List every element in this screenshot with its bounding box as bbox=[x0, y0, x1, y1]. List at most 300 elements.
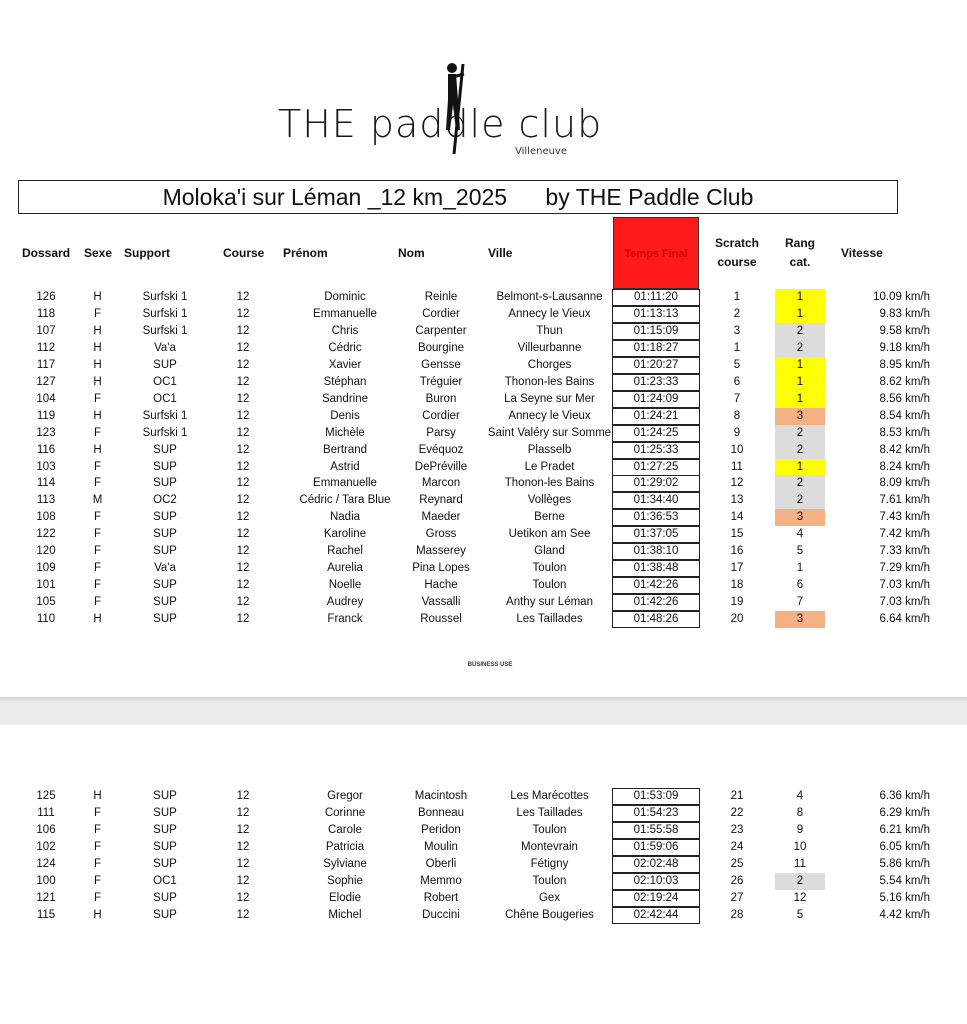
table-row bbox=[0, 391, 967, 408]
cell-vitesse: 8.56 km/h bbox=[879, 392, 930, 405]
cell-temps: 01:11:20 bbox=[612, 289, 700, 306]
header-scratch-line1: Scratch bbox=[714, 236, 760, 250]
cell-course: 12 bbox=[236, 307, 250, 320]
cell-scratch: 1 bbox=[733, 291, 741, 303]
cell-course: 12 bbox=[236, 341, 250, 354]
cell-scratch: 10 bbox=[730, 443, 744, 456]
cell-sexe: M bbox=[92, 494, 103, 507]
cell-dossard: 109 bbox=[36, 562, 56, 575]
cell-support: OC2 bbox=[153, 494, 177, 507]
cell-support: SUP bbox=[153, 596, 177, 609]
cell-rang: 1 bbox=[775, 391, 825, 408]
cell-scratch: 6 bbox=[733, 375, 741, 388]
cell-sexe: F bbox=[93, 857, 102, 870]
cell-prenom: Franck bbox=[327, 613, 363, 626]
cell-course: 12 bbox=[236, 545, 250, 558]
cell-temps: 01:36:53 bbox=[612, 509, 700, 526]
cell-course: 12 bbox=[236, 579, 250, 592]
cell-temps: 01:55:58 bbox=[612, 822, 700, 839]
cell-vitesse: 6.29 km/h bbox=[879, 806, 930, 819]
cell-nom: Duccini bbox=[422, 908, 460, 921]
cell-temps: 02:42:44 bbox=[612, 907, 700, 924]
cell-dossard: 107 bbox=[36, 324, 56, 337]
cell-scratch: 22 bbox=[730, 806, 744, 819]
cell-rang: 10 bbox=[793, 840, 807, 853]
cell-vitesse: 8.62 km/h bbox=[879, 375, 930, 388]
cell-support: SUP bbox=[153, 891, 177, 904]
cell-ville: Les Taillades bbox=[516, 806, 583, 819]
cell-vitesse: 8.09 km/h bbox=[879, 477, 930, 490]
cell-sexe: F bbox=[93, 511, 102, 524]
cell-prenom: Denis bbox=[330, 409, 360, 422]
cell-prenom: Nadia bbox=[329, 511, 361, 524]
cell-course: 12 bbox=[236, 823, 250, 836]
cell-rang: 1 bbox=[775, 459, 825, 476]
cell-prenom: Xavier bbox=[328, 358, 362, 371]
cell-vitesse: 8.54 km/h bbox=[879, 409, 930, 422]
cell-temps: 01:38:48 bbox=[612, 560, 700, 577]
cell-ville: Toulon bbox=[532, 823, 567, 836]
cell-sexe: H bbox=[93, 324, 102, 337]
cell-dossard: 115 bbox=[36, 908, 56, 921]
cell-ville: Toulon bbox=[532, 874, 567, 887]
cell-prenom: Dominic bbox=[324, 291, 366, 303]
cell-nom: Bourgine bbox=[417, 341, 465, 354]
cell-scratch: 3 bbox=[733, 324, 741, 337]
cell-dossard: 106 bbox=[36, 823, 56, 836]
cell-rang: 2 bbox=[775, 475, 825, 492]
cell-vitesse: 5.16 km/h bbox=[879, 891, 930, 904]
cell-support: SUP bbox=[153, 857, 177, 870]
cell-scratch: 7 bbox=[733, 392, 741, 405]
cell-prenom: Gregor bbox=[327, 790, 363, 802]
cell-temps: 01:42:26 bbox=[612, 577, 700, 594]
cell-support: OC1 bbox=[153, 392, 177, 405]
cell-course: 12 bbox=[236, 874, 250, 887]
cell-course: 12 bbox=[236, 790, 250, 802]
cell-nom: Buron bbox=[425, 392, 457, 405]
cell-dossard: 121 bbox=[36, 891, 56, 904]
cell-rang: 2 bbox=[775, 323, 825, 340]
cell-vitesse: 10.09 km/h bbox=[873, 291, 930, 303]
cell-sexe: H bbox=[93, 358, 102, 371]
cell-vitesse: 7.03 km/h bbox=[879, 596, 930, 609]
cell-nom: Hache bbox=[424, 579, 458, 592]
cell-rang: 1 bbox=[775, 306, 825, 323]
cell-sexe: H bbox=[93, 908, 102, 921]
table-row bbox=[0, 822, 967, 839]
cell-nom: Macintosh bbox=[414, 790, 468, 802]
cell-support: SUP bbox=[153, 823, 177, 836]
cell-dossard: 122 bbox=[36, 528, 56, 541]
cell-dossard: 118 bbox=[36, 307, 56, 320]
table-row bbox=[0, 839, 967, 856]
cell-vitesse: 9.18 km/h bbox=[879, 341, 930, 354]
cell-ville: Anthy sur Léman bbox=[506, 596, 593, 609]
cell-rang: 5 bbox=[796, 545, 804, 558]
cell-prenom: Astrid bbox=[330, 460, 360, 473]
cell-scratch: 21 bbox=[730, 790, 744, 802]
cell-ville: Belmont-s-Lausanne bbox=[496, 291, 603, 303]
cell-rang: 2 bbox=[775, 492, 825, 509]
cell-rang: 3 bbox=[775, 611, 825, 628]
cell-temps: 01:59:06 bbox=[612, 839, 700, 856]
cell-nom: Oberli bbox=[425, 857, 457, 870]
cell-prenom: Karoline bbox=[323, 528, 367, 541]
cell-sexe: F bbox=[93, 840, 102, 853]
cell-vitesse: 8.53 km/h bbox=[879, 426, 930, 439]
cell-temps: 01:15:09 bbox=[612, 323, 700, 340]
cell-temps: 01:25:33 bbox=[612, 442, 700, 459]
cell-ville: Les Marécottes bbox=[510, 790, 589, 802]
cell-temps: 01:20:27 bbox=[612, 357, 700, 374]
cell-prenom: Bertrand bbox=[322, 443, 368, 456]
cell-temps: 01:29:02 bbox=[612, 475, 700, 492]
cell-nom: DePréville bbox=[414, 460, 468, 473]
cell-prenom: Patricia bbox=[325, 840, 365, 853]
cell-sexe: F bbox=[93, 562, 102, 575]
cell-dossard: 102 bbox=[36, 840, 56, 853]
cell-course: 12 bbox=[236, 806, 250, 819]
cell-ville: Vollèges bbox=[527, 494, 572, 507]
cell-course: 12 bbox=[236, 840, 250, 853]
cell-sexe: F bbox=[93, 545, 102, 558]
cell-support: SUP bbox=[153, 358, 177, 371]
cell-course: 12 bbox=[236, 613, 250, 626]
cell-nom: Maeder bbox=[421, 511, 461, 524]
cell-support: Surfski 1 bbox=[142, 409, 188, 422]
cell-course: 12 bbox=[236, 562, 250, 575]
header-prenom: Prénom bbox=[283, 246, 328, 260]
cell-vitesse: 7.61 km/h bbox=[879, 494, 930, 507]
cell-scratch: 26 bbox=[730, 874, 744, 887]
cell-ville: Gex bbox=[538, 891, 561, 904]
table-row bbox=[0, 374, 967, 391]
cell-prenom: Sophie bbox=[327, 874, 363, 887]
cell-rang: 1 bbox=[775, 289, 825, 306]
cell-support: SUP bbox=[153, 613, 177, 626]
cell-dossard: 108 bbox=[36, 511, 56, 524]
table-row bbox=[0, 340, 967, 357]
table-row bbox=[0, 459, 967, 476]
cell-dossard: 124 bbox=[36, 857, 56, 870]
cell-rang: 2 bbox=[775, 425, 825, 442]
cell-support: Surfski 1 bbox=[142, 291, 188, 303]
cell-vitesse: 6.36 km/h bbox=[879, 790, 930, 802]
cell-dossard: 101 bbox=[36, 579, 56, 592]
cell-dossard: 105 bbox=[36, 596, 56, 609]
table-row bbox=[0, 788, 967, 805]
cell-course: 12 bbox=[236, 324, 250, 337]
table-row bbox=[0, 442, 967, 459]
cell-scratch: 28 bbox=[730, 908, 744, 921]
cell-nom: Reinle bbox=[424, 291, 458, 303]
cell-nom: Cordier bbox=[422, 409, 460, 422]
cell-course: 12 bbox=[236, 596, 250, 609]
header-scratch-line2: course bbox=[717, 255, 757, 269]
cell-scratch: 8 bbox=[733, 409, 741, 422]
page-title: Moloka'i sur Léman _12 km_2025 by THE Paddle Club bbox=[18, 180, 898, 214]
cell-dossard: 114 bbox=[36, 477, 56, 490]
cell-ville: Fétigny bbox=[530, 857, 569, 870]
cell-scratch: 12 bbox=[730, 477, 744, 490]
cell-scratch: 20 bbox=[730, 613, 744, 626]
cell-vitesse: 7.42 km/h bbox=[879, 528, 930, 541]
cell-support: OC1 bbox=[153, 874, 177, 887]
cell-sexe: F bbox=[93, 307, 102, 320]
cell-nom: Peridon bbox=[421, 823, 461, 836]
cell-prenom: Michèle bbox=[325, 426, 365, 439]
cell-vitesse: 4.42 km/h bbox=[879, 908, 930, 921]
cell-course: 12 bbox=[236, 891, 250, 904]
cell-rang: 7 bbox=[796, 596, 804, 609]
cell-scratch: 25 bbox=[730, 857, 744, 870]
cell-nom: Roussel bbox=[420, 613, 462, 626]
cell-dossard: 110 bbox=[36, 613, 56, 626]
paddle-club-logo bbox=[270, 58, 603, 168]
cell-scratch: 23 bbox=[730, 823, 744, 836]
cell-rang: 1 bbox=[775, 374, 825, 391]
cell-nom: Cordier bbox=[422, 307, 460, 320]
header-rang-line1: Rang bbox=[785, 236, 815, 250]
cell-dossard: 116 bbox=[36, 443, 56, 456]
cell-temps: 01:24:25 bbox=[612, 425, 700, 442]
cell-sexe: F bbox=[93, 874, 102, 887]
table-row bbox=[0, 492, 967, 509]
cell-sexe: F bbox=[93, 392, 102, 405]
cell-support: SUP bbox=[153, 460, 177, 473]
cell-prenom: Aurelia bbox=[327, 562, 363, 575]
cell-ville: Chorges bbox=[527, 358, 572, 371]
table-row bbox=[0, 509, 967, 526]
cell-course: 12 bbox=[236, 511, 250, 524]
cell-temps: 02:19:24 bbox=[612, 890, 700, 907]
header-rang bbox=[780, 234, 820, 272]
logo-subtitle: Villeneuve bbox=[515, 146, 568, 157]
cell-dossard: 127 bbox=[36, 375, 56, 388]
header-temps-final: Temps Final bbox=[613, 217, 699, 289]
cell-scratch: 17 bbox=[730, 562, 744, 575]
cell-scratch: 14 bbox=[730, 511, 744, 524]
cell-nom: Vassalli bbox=[421, 596, 461, 609]
cell-support: SUP bbox=[153, 443, 177, 456]
cell-course: 12 bbox=[236, 494, 250, 507]
cell-prenom: Carole bbox=[328, 823, 362, 836]
cell-prenom: Corinne bbox=[324, 806, 366, 819]
cell-nom: Tréguier bbox=[419, 375, 463, 388]
cell-ville: Chêne Bougeries bbox=[505, 908, 594, 921]
cell-ville: Annecy le Vieux bbox=[508, 409, 591, 422]
cell-prenom: Emmanuelle bbox=[313, 307, 377, 320]
cell-prenom: Sandrine bbox=[321, 392, 369, 405]
cell-rang: 8 bbox=[796, 806, 804, 819]
cell-sexe: F bbox=[93, 823, 102, 836]
cell-course: 12 bbox=[236, 528, 250, 541]
cell-prenom: Emmanuelle bbox=[313, 477, 377, 490]
cell-rang: 2 bbox=[775, 873, 825, 890]
header-dossard: Dossard bbox=[22, 246, 71, 260]
cell-dossard: 103 bbox=[36, 460, 56, 473]
table-row bbox=[0, 805, 967, 822]
cell-rang: 2 bbox=[775, 442, 825, 459]
header-ville: Ville bbox=[488, 246, 513, 260]
cell-nom: Gensse bbox=[421, 358, 461, 371]
cell-vitesse: 8.24 km/h bbox=[879, 460, 930, 473]
header-support: Support bbox=[124, 246, 170, 260]
cell-scratch: 18 bbox=[730, 579, 744, 592]
cell-vitesse: 5.86 km/h bbox=[879, 857, 930, 870]
cell-temps: 01:42:26 bbox=[612, 594, 700, 611]
cell-nom: Pina Lopes bbox=[412, 562, 470, 575]
cell-support: Surfski 1 bbox=[142, 307, 188, 320]
cell-ville: Saint Valéry sur Somme bbox=[487, 426, 612, 439]
table-row bbox=[0, 357, 967, 374]
cell-support: Surfski 1 bbox=[142, 426, 188, 439]
cell-dossard: 119 bbox=[36, 409, 56, 422]
table-row bbox=[0, 907, 967, 924]
cell-sexe: H bbox=[93, 409, 102, 422]
cell-prenom: Sylviane bbox=[323, 857, 367, 870]
cell-scratch: 5 bbox=[733, 358, 741, 371]
cell-temps: 02:10:03 bbox=[612, 873, 700, 890]
cell-temps: 01:13:13 bbox=[612, 306, 700, 323]
cell-ville: Uetikon am See bbox=[508, 528, 591, 541]
cell-ville: Villeurbanne bbox=[517, 341, 582, 354]
cell-scratch: 1 bbox=[733, 341, 741, 354]
table-row bbox=[0, 543, 967, 560]
table-row bbox=[0, 594, 967, 611]
cell-temps: 01:18:27 bbox=[612, 340, 700, 357]
cell-support: Va'a bbox=[154, 562, 176, 575]
logo-wordmark: THE paddle club bbox=[278, 102, 603, 146]
cell-scratch: 27 bbox=[730, 891, 744, 904]
cell-rang: 3 bbox=[775, 408, 825, 425]
cell-temps: 01:38:10 bbox=[612, 543, 700, 560]
cell-support: SUP bbox=[153, 511, 177, 524]
table-row bbox=[0, 873, 967, 890]
cell-ville: Thun bbox=[536, 324, 563, 337]
cell-sexe: F bbox=[93, 426, 102, 439]
table-row bbox=[0, 425, 967, 442]
cell-sexe: H bbox=[93, 443, 102, 456]
cell-prenom: Audrey bbox=[326, 596, 364, 609]
cell-prenom: Noelle bbox=[328, 579, 362, 592]
cell-scratch: 19 bbox=[730, 596, 744, 609]
cell-sexe: F bbox=[93, 528, 102, 541]
cell-scratch: 11 bbox=[731, 460, 743, 473]
cell-ville: Plasselb bbox=[527, 443, 572, 456]
cell-vitesse: 8.42 km/h bbox=[879, 443, 930, 456]
cell-scratch: 16 bbox=[730, 545, 744, 558]
cell-ville: Montevrain bbox=[521, 840, 578, 853]
cell-support: SUP bbox=[153, 790, 177, 802]
cell-scratch: 9 bbox=[733, 426, 741, 439]
header-course: Course bbox=[223, 246, 265, 260]
cell-support: Surfski 1 bbox=[142, 324, 188, 337]
cell-vitesse: 7.43 km/h bbox=[879, 511, 930, 524]
cell-rang: 1 bbox=[775, 357, 825, 374]
cell-course: 12 bbox=[236, 375, 250, 388]
cell-prenom: Michel bbox=[328, 908, 362, 921]
cell-support: SUP bbox=[153, 545, 177, 558]
cell-dossard: 120 bbox=[36, 545, 56, 558]
cell-course: 12 bbox=[236, 460, 250, 473]
cell-vitesse: 6.21 km/h bbox=[879, 823, 930, 836]
table-row bbox=[0, 526, 967, 543]
cell-rang: 4 bbox=[796, 790, 804, 802]
cell-course: 12 bbox=[236, 477, 250, 490]
cell-ville: Toulon bbox=[532, 579, 567, 592]
cell-nom: Carpenter bbox=[415, 324, 467, 337]
cell-rang: 1 bbox=[796, 562, 804, 575]
cell-course: 12 bbox=[236, 908, 250, 921]
cell-temps: 01:24:21 bbox=[612, 408, 700, 425]
cell-ville: Annecy le Vieux bbox=[508, 307, 591, 320]
cell-nom: Memmo bbox=[420, 874, 462, 887]
header-vitesse: Vitesse bbox=[841, 246, 883, 260]
table-row bbox=[0, 890, 967, 907]
cell-scratch: 15 bbox=[730, 528, 744, 541]
cell-ville: La Seyne sur Mer bbox=[504, 392, 595, 405]
cell-temps: 01:27:25 bbox=[612, 459, 700, 476]
cell-dossard: 117 bbox=[36, 358, 56, 371]
cell-nom: Marcon bbox=[421, 477, 461, 490]
cell-sexe: F bbox=[93, 596, 102, 609]
cell-rang: 5 bbox=[796, 908, 804, 921]
cell-sexe: F bbox=[93, 477, 102, 490]
cell-course: 12 bbox=[236, 392, 250, 405]
cell-ville: Les Taillades bbox=[516, 613, 583, 626]
cell-nom: Moulin bbox=[424, 840, 458, 853]
cell-dossard: 104 bbox=[36, 392, 56, 405]
cell-sexe: H bbox=[93, 291, 102, 303]
cell-dossard: 123 bbox=[36, 426, 56, 439]
cell-temps: 01:37:05 bbox=[612, 526, 700, 543]
cell-rang: 12 bbox=[793, 891, 807, 904]
cell-prenom: Stéphan bbox=[323, 375, 367, 388]
cell-support: SUP bbox=[153, 579, 177, 592]
table-row bbox=[0, 408, 967, 425]
cell-support: SUP bbox=[153, 477, 177, 490]
cell-support: SUP bbox=[153, 528, 177, 541]
cell-temps: 01:48:26 bbox=[612, 611, 700, 628]
cell-ville: Thonon-les Bains bbox=[504, 375, 595, 388]
cell-vitesse: 7.29 km/h bbox=[879, 562, 930, 575]
cell-sexe: F bbox=[93, 891, 102, 904]
cell-rang: 4 bbox=[796, 528, 804, 541]
header-sexe: Sexe bbox=[84, 246, 113, 260]
header-nom: Nom bbox=[398, 246, 425, 260]
table-row bbox=[0, 577, 967, 594]
cell-dossard: 125 bbox=[36, 790, 56, 802]
cell-sexe: F bbox=[93, 806, 102, 819]
table-row bbox=[0, 475, 967, 492]
cell-sexe: H bbox=[93, 341, 102, 354]
results-page-2 bbox=[0, 725, 967, 1024]
cell-rang: 11 bbox=[794, 857, 806, 870]
cell-ville: Gland bbox=[534, 545, 565, 558]
cell-temps: 01:53:09 bbox=[612, 788, 700, 805]
cell-support: OC1 bbox=[153, 375, 177, 388]
cell-vitesse: 7.33 km/h bbox=[879, 545, 930, 558]
cell-prenom: Cédric bbox=[328, 341, 362, 354]
business-use-label: BUSINESS USE bbox=[467, 662, 513, 668]
cell-vitesse: 7.03 km/h bbox=[879, 579, 930, 592]
cell-rang: 2 bbox=[775, 340, 825, 357]
cell-vitesse: 9.83 km/h bbox=[879, 307, 930, 320]
cell-ville: Thonon-les Bains bbox=[504, 477, 595, 490]
cell-course: 12 bbox=[236, 426, 250, 439]
